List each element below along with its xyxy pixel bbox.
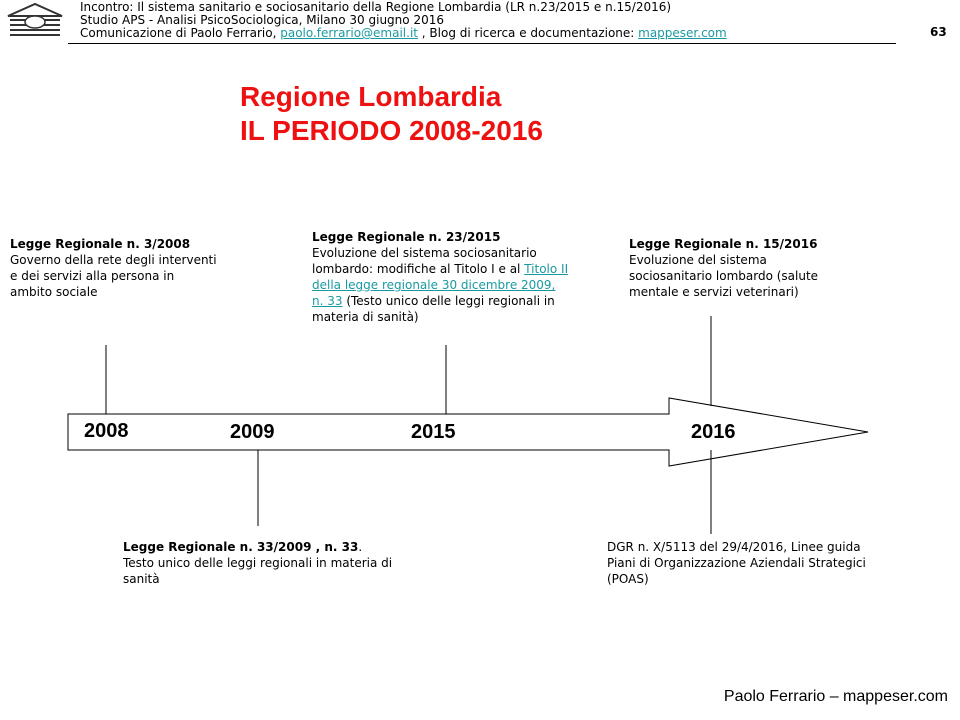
event-heading-suffix: . [358, 540, 363, 554]
event-lr-23-2015 [312, 229, 570, 325]
event-heading: Legge Regionale n. 15/2016 [629, 237, 818, 251]
year-2009: 2009 [230, 421, 275, 443]
event-body: DGR n. X/5113 del 29/4/2016, Linee guida Piani di Organizzazione Aziendali Strategici (POAS) [607, 540, 866, 586]
year-2015: 2015 [411, 421, 456, 443]
footer-credit: Paolo Ferrario – mappeser.com [723, 688, 948, 705]
titolo-ii-link[interactable]: Titolo II della legge regionale 30 dicembre 2009, n. 33 [312, 262, 569, 308]
event-lr-33-2009 [123, 539, 403, 587]
event-lr-3-2008 [10, 236, 220, 300]
event-dgr-5113 [607, 539, 867, 587]
year-2016: 2016 [691, 421, 736, 443]
header-line-1: Incontro: Il sistema sanitario e sociosanitario della Regione Lombardia (LR n.23/2015 e n.15/2016) [80, 0, 672, 14]
blog-link[interactable]: mappeser.com [638, 26, 727, 40]
event-lr-15-2016 [629, 236, 849, 300]
email-link[interactable]: paolo.ferrario@email.it [280, 26, 418, 40]
header-line-3-prefix: Comunicazione di Paolo Ferrario, [80, 26, 281, 40]
event-body: Evoluzione del sistema sociosanitario lombardo (salute mentale e servizi veterinari) [629, 253, 819, 299]
event-heading: Legge Regionale n. 3/2008 [10, 237, 191, 251]
event-body-start: Evoluzione del sistema sociosanitario lombardo: modifiche al Titolo I e al [312, 246, 537, 276]
event-body-end: (Testo unico delle leggi regionali in materia di sanità) [312, 294, 555, 324]
header-line-2: Studio APS - Analisi PsicoSociologica, Milano 30 giugno 2016 [80, 13, 444, 27]
page-number: 63 [930, 25, 947, 39]
event-heading: Legge Regionale n. 33/2009 , n. 33 [123, 540, 359, 554]
event-heading: Legge Regionale n. 23/2015 [312, 230, 501, 244]
event-body: Testo unico delle leggi regionali in materia di sanità [123, 556, 393, 586]
arrow-shape [68, 398, 868, 466]
year-2008: 2008 [84, 420, 129, 442]
header-line-3-mid: , Blog di ricerca e documentazione: [417, 26, 639, 40]
event-body: Governo della rete degli interventi e dei servizi alla persona in ambito sociale [10, 253, 217, 299]
title-line-1: Regione Lombardia [240, 81, 502, 112]
title-line-2: IL PERIODO 2008-2016 [240, 115, 543, 146]
